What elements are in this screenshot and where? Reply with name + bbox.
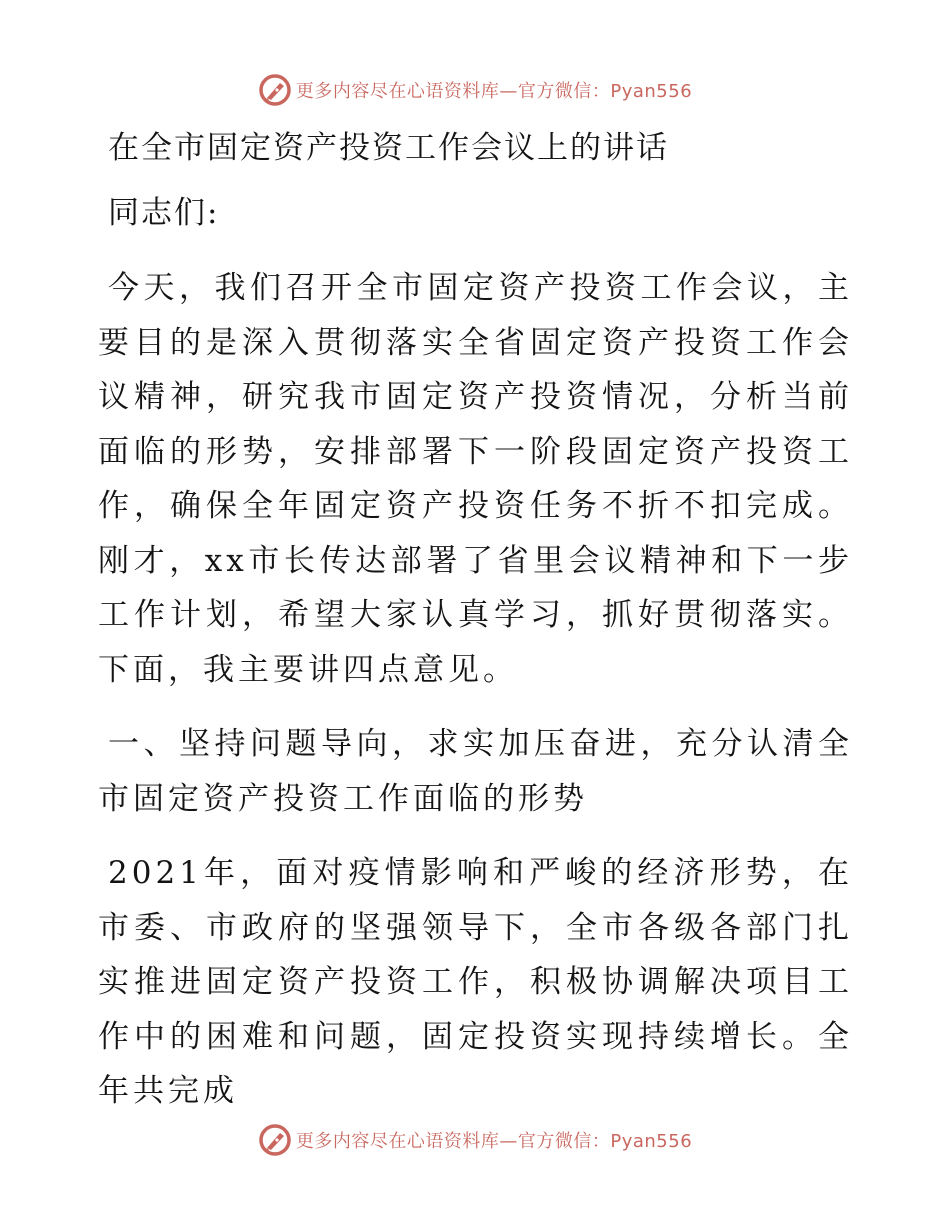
document-title: 在全市固定资产投资工作会议上的讲话: [108, 130, 669, 166]
paragraph-2021: 2021年，面对疫情影响和严峻的经济形势，在市委、市政府的坚强领导下，全市各级各部门扎实推进固定资产投资工作，积极协调解决项目工作中的困难和问题，固定投资实现持续增长。全年共完成: [98, 855, 853, 1109]
watermark-text: 更多内容尽在心语资料库—官方微信：Pyan556: [295, 81, 693, 102]
watermark-header: [0, 70, 950, 110]
pen-nib-logo-icon: [258, 1123, 292, 1157]
watermark-text: 更多内容尽在心语资料库—官方微信：Pyan556: [295, 1131, 693, 1152]
document-body: [98, 124, 853, 1139]
salutation: 同志们:: [108, 195, 220, 231]
paragraph-opening: 今天，我们召开全市固定资产投资工作会议，主要目的是深入贯彻落实全省固定资产投资工作会议精神，研究我市固定资产投资情况，分析当前面临的形势，安排部署下一阶段固定资产投资工作，确保全年固定资产投资任务不折不扣完成。刚才，xx市长传达部署了省里会议精神和下一步工作计划，希望大家认真学习，抓好贯彻落实。下面，我主要讲四点意见。: [98, 270, 853, 688]
section-heading-1: 一、坚持问题导向，求实加压奋进，充分认清全市固定资产投资工作面临的形势: [98, 726, 853, 817]
watermark-footer: [0, 1120, 950, 1160]
pen-nib-logo-icon: [258, 73, 292, 107]
